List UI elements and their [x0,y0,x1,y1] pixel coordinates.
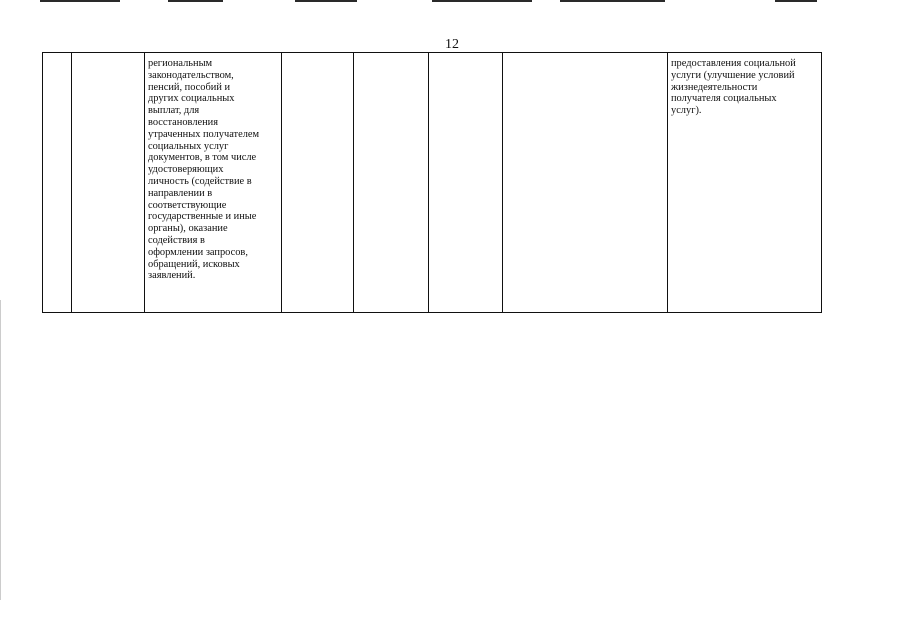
table-cell-service-description [145,53,282,313]
page-number: 12 [445,37,459,52]
scan-artifact [775,0,817,2]
scan-artifact [40,0,120,2]
table-cell-norms [282,53,354,313]
table-cell-quality-indicators [503,53,668,313]
table-cell-effectiveness [668,53,822,313]
table-cell-service-name [72,53,145,313]
table-row [43,53,822,313]
table-cell-number [43,53,72,313]
scan-artifact [295,0,357,2]
scan-artifact [560,0,665,2]
scan-artifact [168,0,223,2]
table-cell-tariff [429,53,503,313]
table-cell-terms [354,53,429,313]
effectiveness-text: предоставления социальной услуги (улучшение условий жизнедеятельности получателя социальных услуг). [671,58,796,117]
services-table [42,52,822,313]
service-description-text: региональным законодательством, пенсий, пособий и других социальных выплат, для восстановления утраченных получателем социальных услуг документов, в том числе удостоверяющих личность (содействие в направлении в соответствующие государственные и иные органы), оказание содействия в оформлении запросов, обращений, исковых заявлений. [148,58,260,282]
scan-artifact [432,0,532,2]
scan-edge [0,300,1,600]
